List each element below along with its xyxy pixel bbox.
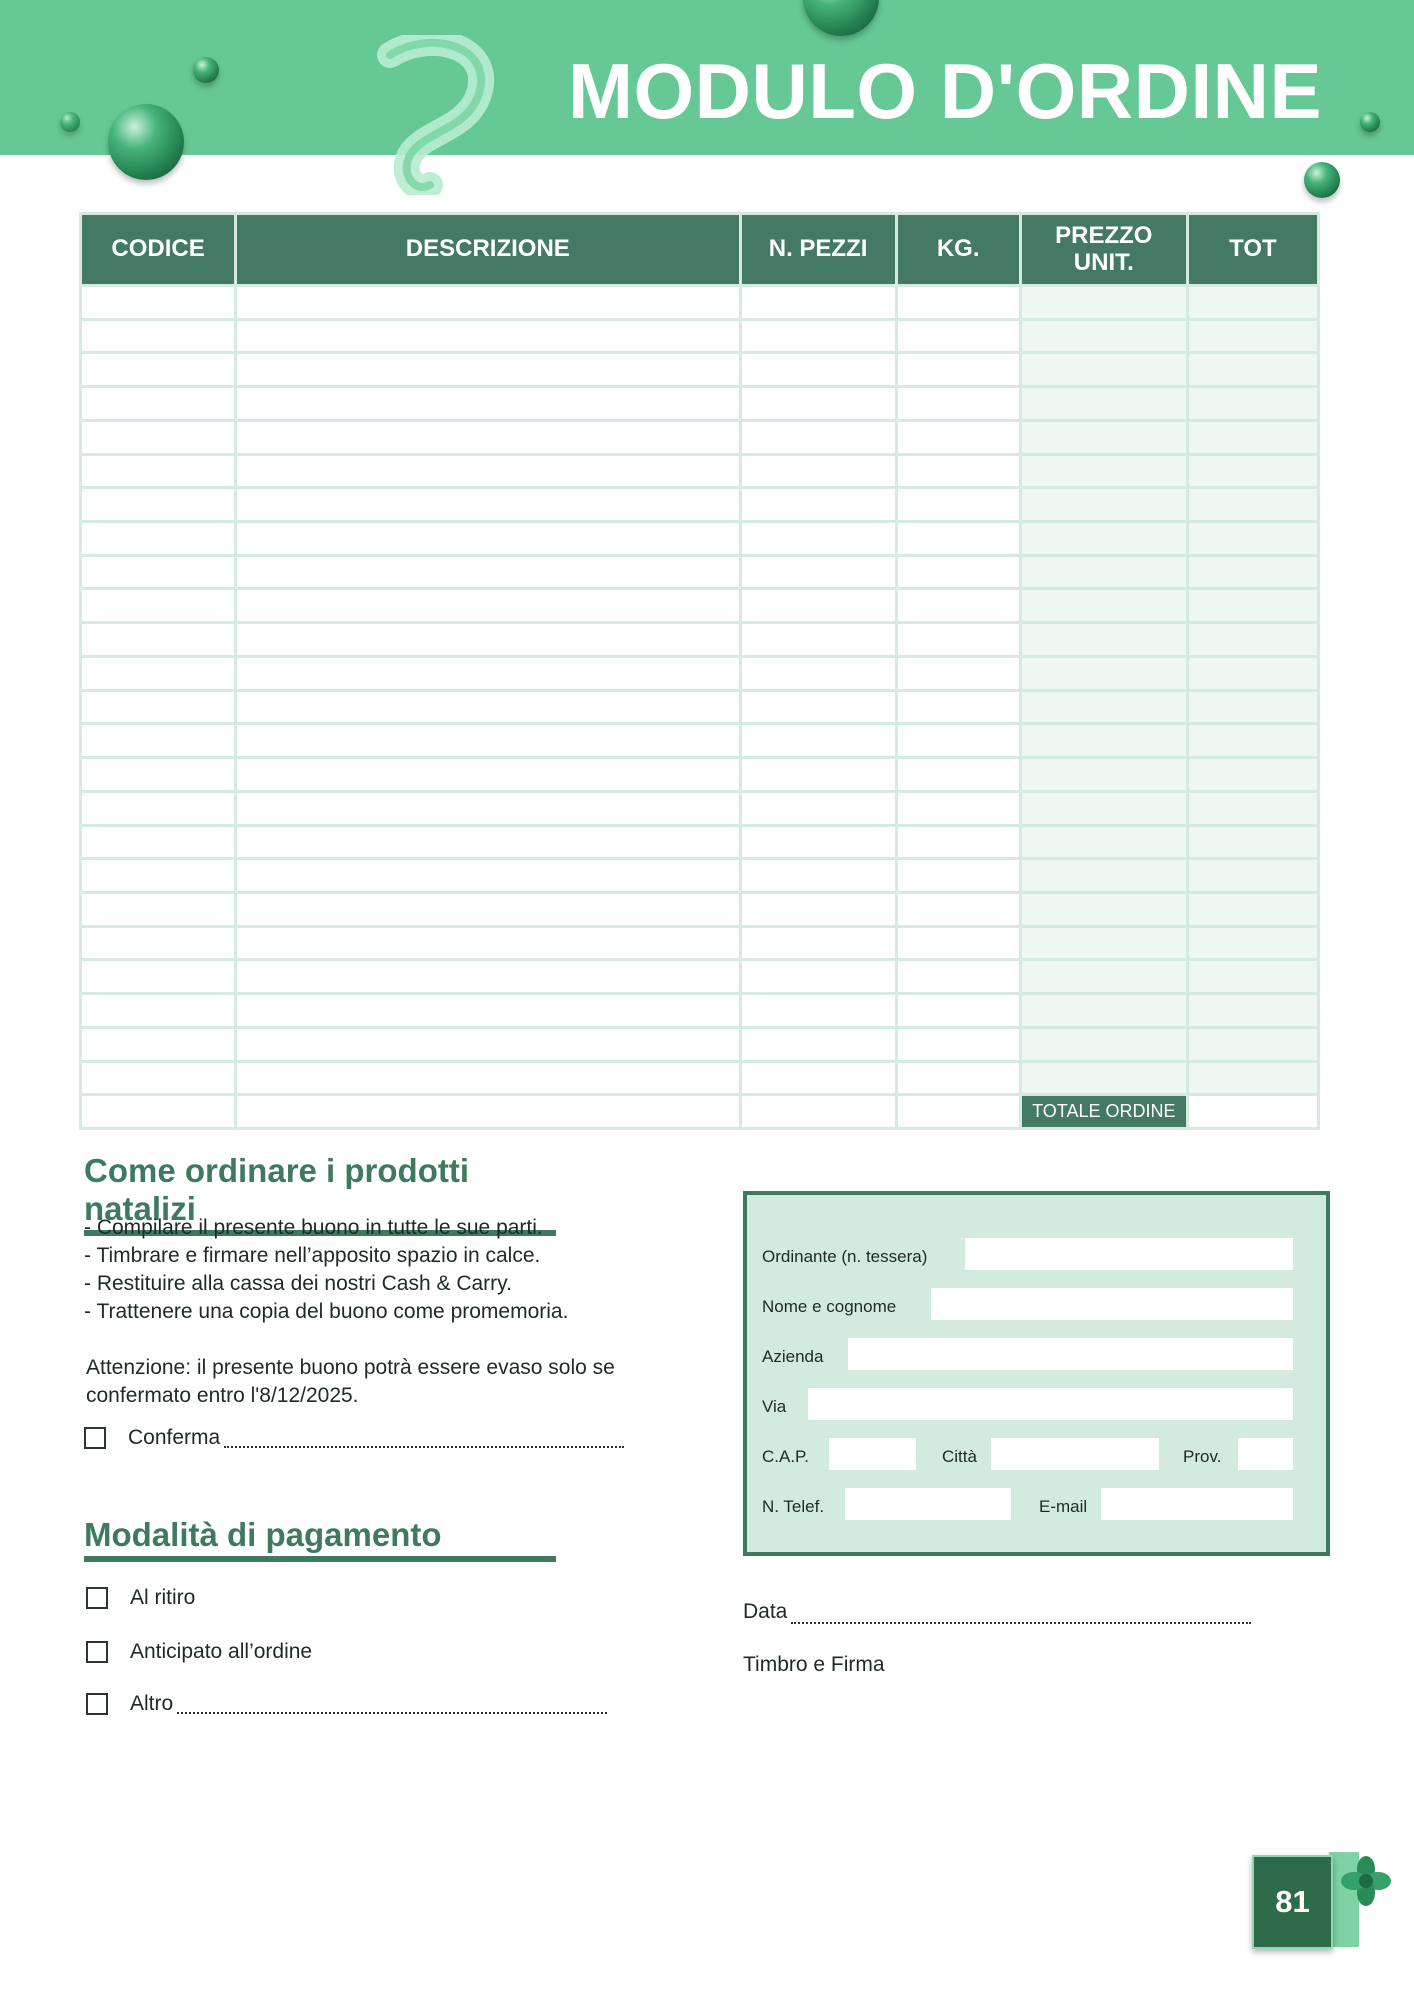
deadline-note: Attenzione: il presente buono potrà essere evaso solo se confermato entro l'8/12/2025. [86,1356,615,1407]
table-cell[interactable] [1022,624,1186,655]
table-row [82,928,1317,959]
table-cell[interactable] [82,692,234,723]
table-cell[interactable] [237,388,738,419]
table-cell[interactable] [742,523,895,554]
table-cell[interactable] [1022,354,1186,385]
page-number: 81 [1252,1855,1333,1949]
table-cell[interactable] [1022,321,1186,352]
payment-ritiro-label: Al ritiro [130,1586,196,1609]
table-cell[interactable] [237,287,738,318]
via-label: Via [762,1397,787,1416]
table-cell[interactable] [82,523,234,554]
total-order-label: TOTALE ORDINE [1022,1096,1186,1127]
table-cell[interactable] [742,388,895,419]
table-cell[interactable] [237,624,738,655]
table-cell[interactable] [237,590,738,621]
table-cell[interactable] [898,860,1019,891]
stamp-row [743,1653,885,1677]
table-cell[interactable] [1189,354,1317,385]
table-cell[interactable] [1189,321,1317,352]
confirm-row [84,1426,624,1450]
table-cell[interactable] [1022,827,1186,858]
table-cell[interactable] [82,1063,234,1094]
table-row [82,489,1317,520]
table-cell[interactable] [898,1029,1019,1060]
column-header-kg: KG. [898,215,1019,284]
table-cell[interactable] [1022,1063,1186,1094]
table-row [82,557,1317,588]
table-cell[interactable] [82,995,234,1026]
table-cell[interactable] [742,961,895,992]
email-field[interactable] [1101,1488,1293,1520]
table-cell[interactable] [742,793,895,824]
table-cell[interactable] [898,793,1019,824]
table-cell[interactable] [1022,995,1186,1026]
table-cell[interactable] [1189,1063,1317,1094]
payment-ritiro-checkbox[interactable] [86,1587,108,1609]
table-row [82,894,1317,925]
table-cell[interactable] [898,692,1019,723]
table-cell[interactable] [237,928,738,959]
table-cell[interactable] [237,894,738,925]
table-row [82,827,1317,858]
table-cell[interactable] [898,388,1019,419]
payment-heading: Modalità di pagamento [84,1516,556,1562]
table-cell[interactable] [742,422,895,453]
table-row [82,692,1317,723]
table-cell[interactable] [1189,793,1317,824]
table-header-row [82,215,1317,284]
table-cell[interactable] [82,354,234,385]
table-cell[interactable] [898,1096,1019,1127]
table-row [82,961,1317,992]
column-header-prezzo-label: PREZZO UNIT. [1055,222,1153,276]
table-cell[interactable] [898,287,1019,318]
table-cell[interactable] [1189,860,1317,891]
table-cell[interactable] [898,759,1019,790]
table-row [82,624,1317,655]
date-line[interactable] [791,1604,1251,1624]
table-cell[interactable] [1189,692,1317,723]
table-cell[interactable] [1022,759,1186,790]
table-cell[interactable] [237,321,738,352]
table-cell[interactable] [898,624,1019,655]
table-cell[interactable] [82,827,234,858]
table-cell[interactable] [898,321,1019,352]
table-cell[interactable] [82,1096,234,1127]
table-row [82,995,1317,1026]
table-cell[interactable] [82,287,234,318]
table-cell[interactable] [82,388,234,419]
table-cell[interactable] [82,860,234,891]
cap-label: C.A.P. [762,1447,809,1466]
table-row [82,590,1317,621]
table-cell[interactable] [1189,658,1317,689]
table-cell[interactable] [237,557,738,588]
table-cell[interactable] [1022,422,1186,453]
table-cell[interactable] [1189,388,1317,419]
table-cell[interactable] [898,1063,1019,1094]
table-cell[interactable] [742,658,895,689]
table-cell[interactable] [898,995,1019,1026]
table-cell[interactable] [82,759,234,790]
table-cell[interactable] [82,658,234,689]
table-cell[interactable] [742,1096,895,1127]
table-cell[interactable] [82,961,234,992]
table-cell[interactable] [742,624,895,655]
payment-option-altro [86,1692,607,1716]
table-cell[interactable] [742,692,895,723]
azienda-field[interactable] [848,1338,1293,1370]
table-cell[interactable] [898,894,1019,925]
column-header-tot: TOT [1189,215,1317,284]
nome-label: Nome e cognome [762,1297,897,1316]
date-label: Data [743,1600,788,1623]
table-cell[interactable] [237,995,738,1026]
table-cell[interactable] [1022,489,1186,520]
payment-option-anticipato [86,1640,312,1664]
table-cell[interactable] [742,557,895,588]
instructions-list [84,1214,568,1326]
table-cell[interactable] [1022,692,1186,723]
table-row [82,793,1317,824]
list-item: - Timbrare e firmare nell’apposito spazio in calce. [84,1242,568,1270]
table-cell[interactable] [1189,995,1317,1026]
table-cell[interactable] [82,624,234,655]
email-label: E-mail [1039,1497,1088,1516]
table-row [82,759,1317,790]
table-cell[interactable] [82,894,234,925]
table-cell[interactable] [1189,624,1317,655]
table-row [82,456,1317,487]
table-row [82,321,1317,352]
table-row [82,725,1317,756]
table-cell[interactable] [1189,1029,1317,1060]
table-cell[interactable] [1189,928,1317,959]
column-header-codice: CODICE [82,215,234,284]
table-cell[interactable] [82,422,234,453]
prov-field[interactable] [1238,1438,1293,1470]
table-cell[interactable] [237,725,738,756]
table-cell[interactable] [1189,287,1317,318]
ordinante-label: Ordinante (n. tessera) [762,1247,928,1266]
table-cell[interactable] [742,995,895,1026]
table-cell[interactable] [82,590,234,621]
prov-label: Prov. [1183,1447,1222,1466]
table-cell[interactable] [1189,489,1317,520]
table-row [82,422,1317,453]
confirm-checkbox[interactable] [84,1427,106,1449]
table-cell[interactable] [82,489,234,520]
order-table [79,212,1320,1130]
table-cell[interactable] [742,456,895,487]
table-cell[interactable] [237,354,738,385]
via-field[interactable] [808,1388,1293,1420]
table-cell[interactable] [1022,860,1186,891]
payment-altro-checkbox[interactable] [86,1693,108,1715]
table-cell[interactable] [742,827,895,858]
table-cell[interactable] [1022,523,1186,554]
azienda-label: Azienda [762,1347,824,1366]
table-cell[interactable] [898,557,1019,588]
how-to-order-heading: Come ordinare i prodotti natalizi [84,1152,556,1236]
table-cell[interactable] [742,759,895,790]
table-cell[interactable] [742,1029,895,1060]
table-cell[interactable] [898,354,1019,385]
confirm-line[interactable] [224,1428,624,1448]
table-row [82,523,1317,554]
table-cell[interactable] [1022,456,1186,487]
table-cell[interactable] [898,489,1019,520]
table-cell[interactable] [898,725,1019,756]
telefono-label: N. Telef. [762,1497,825,1516]
payment-option-ritiro [86,1586,195,1610]
table-cell[interactable] [742,860,895,891]
table-cell[interactable] [742,590,895,621]
table-cell[interactable] [82,1029,234,1060]
table-cell[interactable] [237,523,738,554]
ornament-ball-icon [1304,162,1340,198]
date-row [743,1600,1251,1624]
table-cell[interactable] [1022,1029,1186,1060]
ornament-ball-icon [60,112,80,132]
table-row [82,354,1317,385]
table-cell[interactable] [1189,961,1317,992]
table-cell[interactable] [1022,557,1186,588]
table-cell[interactable] [1189,1096,1317,1127]
table-cell[interactable] [1189,422,1317,453]
table-row [82,1063,1317,1094]
list-item: - Restituire alla cassa dei nostri Cash & Carry. [84,1270,568,1298]
table-cell[interactable] [742,725,895,756]
table-cell[interactable] [742,287,895,318]
table-cell[interactable] [237,1029,738,1060]
table-cell[interactable] [898,523,1019,554]
table-cell[interactable] [1022,928,1186,959]
table-cell[interactable] [1189,523,1317,554]
table-row [82,287,1317,318]
table-row [82,860,1317,891]
table-cell[interactable] [237,422,738,453]
customer-info-box [743,1191,1330,1556]
table-cell[interactable] [82,793,234,824]
table-cell[interactable] [898,928,1019,959]
table-cell[interactable] [1022,287,1186,318]
ornament-ball-icon [1360,112,1380,132]
table-cell[interactable] [237,456,738,487]
table-cell[interactable] [1022,725,1186,756]
table-cell[interactable] [1022,793,1186,824]
payment-altro-label: Altro [130,1692,174,1715]
table-cell[interactable] [1189,759,1317,790]
table-row [82,388,1317,419]
ordinante-field[interactable] [965,1238,1293,1270]
table-cell[interactable] [898,827,1019,858]
cap-field[interactable] [829,1438,916,1470]
table-cell[interactable] [237,658,738,689]
table-cell[interactable] [237,489,738,520]
table-cell[interactable] [82,725,234,756]
table-cell[interactable] [898,961,1019,992]
nome-field[interactable] [931,1288,1293,1320]
ornament-ball-icon [193,57,219,83]
table-cell[interactable] [742,321,895,352]
table-cell[interactable] [237,692,738,723]
table-row [82,1029,1317,1060]
ribbon-icon [370,35,500,195]
table-cell[interactable] [1022,388,1186,419]
table-cell[interactable] [742,489,895,520]
stamp-label: Timbro e Firma [743,1653,885,1676]
table-cell[interactable] [1189,827,1317,858]
list-item: - Compilare il presente buono in tutte le sue parti. [84,1214,568,1242]
payment-anticipato-label: Anticipato all’ordine [130,1640,313,1663]
citta-label: Città [942,1447,977,1466]
payment-altro-line[interactable] [177,1694,607,1714]
table-cell[interactable] [82,557,234,588]
gift-bow-icon [1340,1855,1392,1907]
payment-anticipato-checkbox[interactable] [86,1641,108,1663]
table-cell[interactable] [1022,894,1186,925]
table-cell[interactable] [237,1063,738,1094]
table-cell[interactable] [237,827,738,858]
table-cell[interactable] [742,928,895,959]
column-header-prezzo [1022,215,1186,284]
table-cell[interactable] [742,1063,895,1094]
page-title: MODULO D'ORDINE [567,47,1322,135]
table-cell[interactable] [898,590,1019,621]
table-cell[interactable] [1189,456,1317,487]
table-row [82,658,1317,689]
table-cell[interactable] [742,354,895,385]
column-header-pezzi: N. PEZZI [742,215,895,284]
citta-field[interactable] [991,1438,1159,1470]
confirm-label: Conferma [128,1426,221,1449]
table-cell[interactable] [898,658,1019,689]
ornament-ball-icon [108,104,184,180]
table-cell[interactable] [1022,658,1186,689]
table-cell[interactable] [742,894,895,925]
table-cell[interactable] [237,793,738,824]
table-cell[interactable] [898,456,1019,487]
table-cell[interactable] [237,1096,738,1127]
table-cell[interactable] [237,961,738,992]
table-cell[interactable] [82,456,234,487]
list-item: - Trattenere una copia del buono come promemoria. [84,1298,568,1326]
table-cell[interactable] [1189,557,1317,588]
table-cell[interactable] [1189,894,1317,925]
table-cell[interactable] [1022,590,1186,621]
column-header-descrizione: DESCRIZIONE [237,215,738,284]
table-cell[interactable] [237,759,738,790]
table-row [82,1096,1317,1127]
telefono-field[interactable] [845,1488,1011,1520]
table-cell[interactable] [82,928,234,959]
table-cell[interactable] [1022,961,1186,992]
table-cell[interactable] [898,422,1019,453]
table-cell[interactable] [1189,590,1317,621]
table-cell[interactable] [82,321,234,352]
table-cell[interactable] [237,860,738,891]
table-cell[interactable] [1189,725,1317,756]
